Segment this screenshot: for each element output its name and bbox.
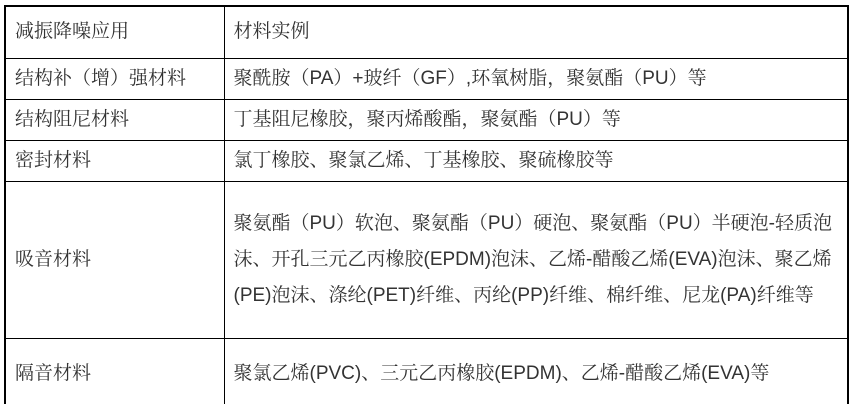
table-row	[5, 181, 848, 338]
table-row	[5, 99, 848, 140]
table-header-row	[5, 6, 848, 58]
header-cell-application: 减振降噪应用	[5, 6, 224, 58]
cell-application-sealing: 密封材料	[5, 140, 224, 181]
cell-materials-sealing: 氯丁橡胶、聚氯乙烯、丁基橡胶、聚硫橡胶等	[224, 140, 848, 181]
table-row	[5, 140, 848, 181]
cell-materials-structural-reinforcement: 聚酰胺（PA）+玻纤（GF）,环氧树脂，聚氨酯（PU）等	[224, 58, 848, 99]
cell-materials-sound-insulating: 聚氯乙烯(PVC)、三元乙丙橡胶(EPDM)、乙烯-醋酸乙烯(EVA)等	[224, 338, 848, 404]
cell-application-structural-reinforcement: 结构补（增）强材料	[5, 58, 224, 99]
cell-materials-sound-absorbing: 聚氨酯（PU）软泡、聚氨酯（PU）硬泡、聚氨酯（PU）半硬泡-轻质泡沫、开孔三元乙丙橡胶(EPDM)泡沫、乙烯-醋酸乙烯(EVA)泡沫、聚乙烯(PE)泡沫、涤纶(PET)纤维、丙纶(PP)纤维、棉纤维、尼龙(PA)纤维等	[224, 181, 848, 338]
cell-materials-structural-damping: 丁基阻尼橡胶，聚丙烯酸酯，聚氨酯（PU）等	[224, 99, 848, 140]
header-cell-materials: 材料实例	[224, 6, 848, 58]
cell-application-structural-damping: 结构阻尼材料	[5, 99, 224, 140]
materials-table	[4, 5, 849, 404]
cell-application-sound-insulating: 隔音材料	[5, 338, 224, 404]
table-row	[5, 58, 848, 99]
cell-application-sound-absorbing: 吸音材料	[5, 181, 224, 338]
table-row	[5, 338, 848, 404]
